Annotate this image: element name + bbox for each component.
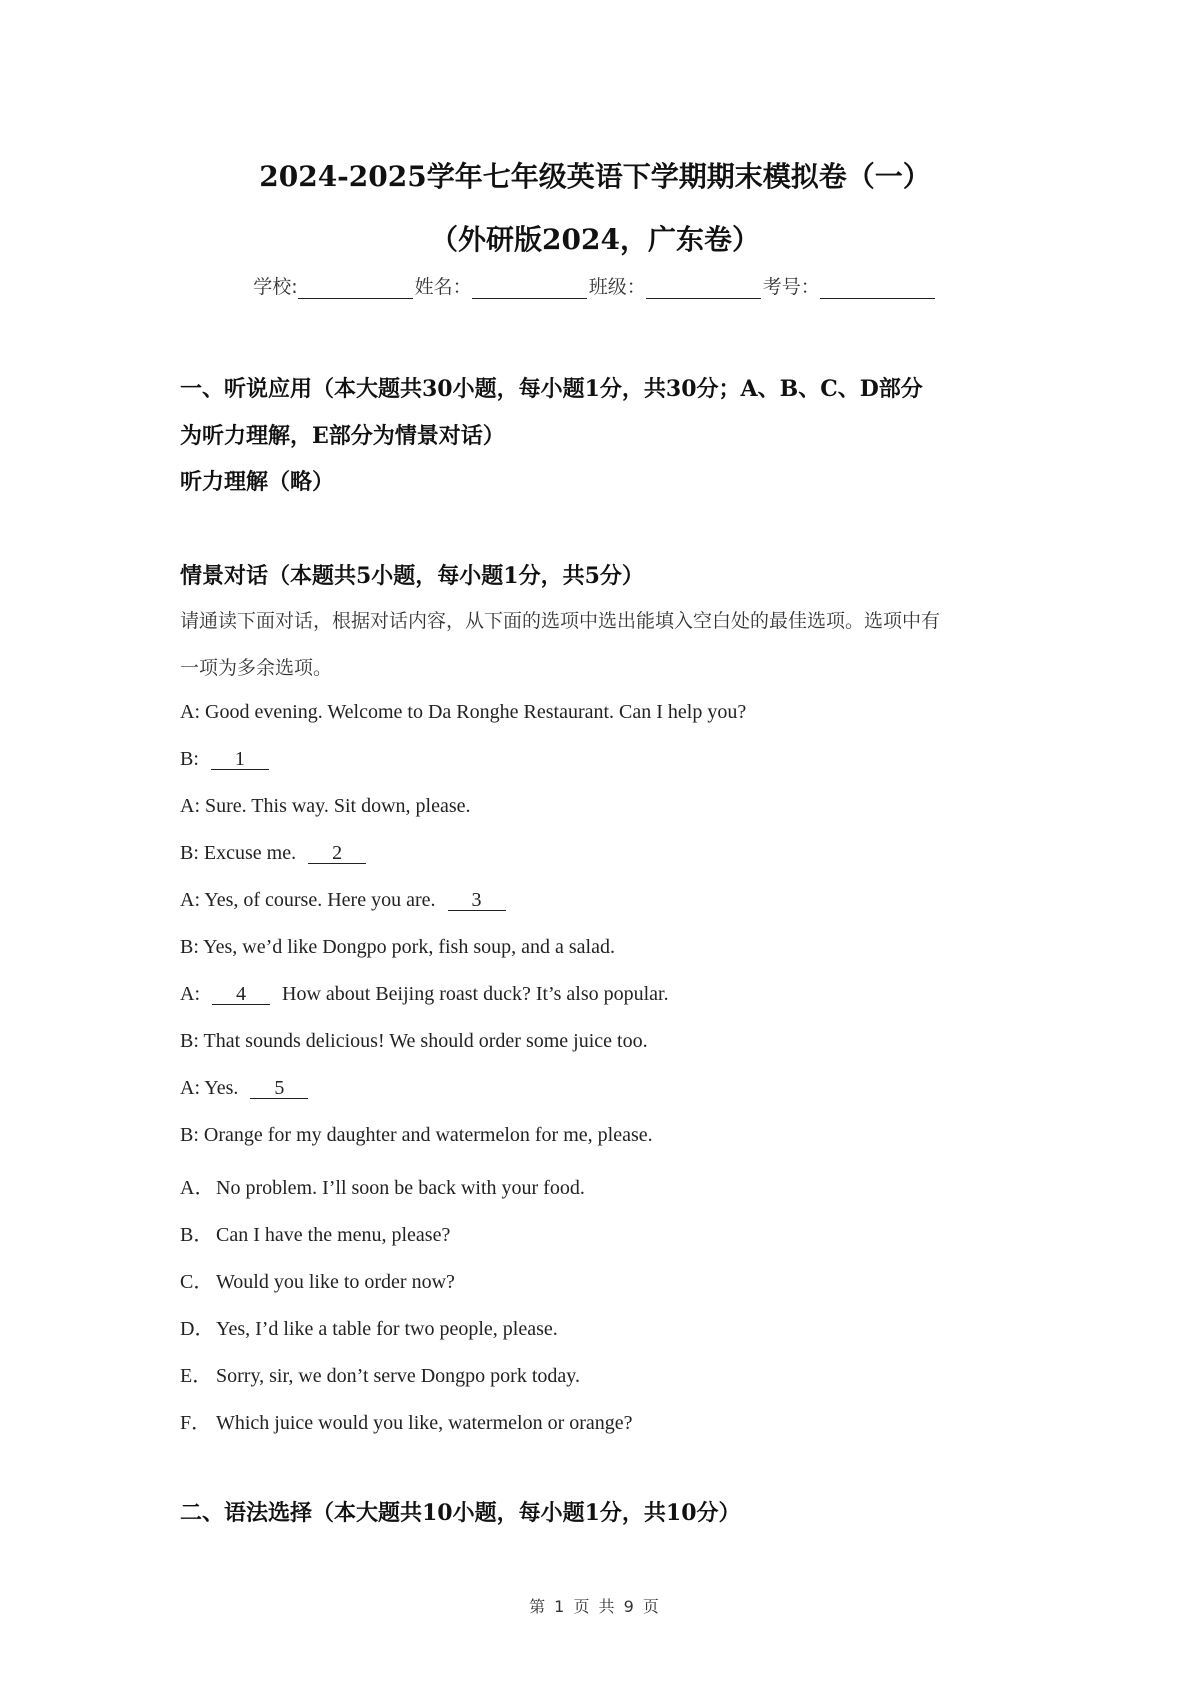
dialogue-line — [180, 842, 366, 865]
dialogue-text: A: Yes. — [180, 1077, 239, 1099]
name-label: 姓名： — [414, 276, 472, 298]
school-blank — [298, 280, 413, 299]
school-label: 学校: — [253, 276, 298, 298]
option-text: Yes, I’d like a table for two people, please. — [216, 1318, 558, 1340]
option-letter: F． — [180, 1412, 212, 1434]
answer-blank[interactable]: 2 — [308, 843, 366, 864]
class-blank — [646, 280, 761, 299]
dialogue-line — [180, 1124, 653, 1147]
option-item — [180, 1218, 450, 1247]
section1-heading-line1: 一、听说应用（本大题共30小题，每小题1分，共30分；A、B、C、D部分 — [180, 376, 923, 402]
dialogue-text: B: Yes, we’d like Dongpo pork, fish soup, and a salad. — [180, 936, 615, 958]
dialogue-line — [180, 795, 471, 818]
exam-no-label: 考号： — [762, 276, 820, 298]
section2-heading: 二、语法选择（本大题共10小题，每小题1分，共10分） — [180, 1500, 741, 1526]
option-letter: B． — [180, 1224, 214, 1246]
instruction-line1: 请通读下面对话，根据对话内容，从下面的选项中选出能填入空白处的最佳选项。选项中有 — [180, 610, 941, 632]
exam-title: 2024-2025学年七年级英语下学期期末模拟卷（一） — [259, 160, 931, 193]
option-text: No problem. I’ll soon be back with your food. — [216, 1177, 585, 1199]
option-item — [180, 1171, 585, 1200]
option-text: Which juice would you like, watermelon or orange? — [216, 1412, 633, 1434]
dialogue-line — [180, 889, 506, 912]
instruction-line2: 一项为多余选项。 — [180, 657, 333, 679]
dialogue-text: B: Excuse me. — [180, 842, 297, 864]
option-item — [180, 1265, 455, 1294]
dialogue-text: B: Orange for my daughter and watermelon for me, please. — [180, 1124, 653, 1146]
dialogue-text-after: How about Beijing roast duck? It’s also popular. — [282, 983, 669, 1005]
dialogue-text: B: That sounds delicious! We should order some juice too. — [180, 1030, 648, 1052]
option-letter: A． — [180, 1177, 215, 1199]
dialogue-line — [180, 1077, 308, 1100]
answer-blank[interactable]: 4 — [212, 984, 270, 1005]
option-text: Would you like to order now? — [216, 1271, 455, 1293]
option-item — [180, 1359, 580, 1388]
dialogue-line — [180, 701, 746, 724]
option-letter: D． — [180, 1318, 215, 1340]
student-info-line — [0, 272, 1190, 299]
dialogue-line — [180, 748, 269, 771]
dialogue-line — [180, 1030, 648, 1053]
listening-note: 听力理解（略） — [180, 469, 335, 495]
answer-blank[interactable]: 5 — [250, 1078, 308, 1099]
exam-no-blank — [820, 280, 935, 299]
answer-blank[interactable]: 1 — [211, 749, 269, 770]
dialogue-text: A: Good evening. Welcome to Da Ronghe Restaurant. Can I help you? — [180, 701, 747, 723]
option-text: Sorry, sir, we don’t serve Dongpo pork today. — [216, 1365, 580, 1387]
option-letter: E． — [180, 1365, 213, 1387]
dialogue-line — [180, 936, 615, 959]
dialogue-text: A: Yes, of course. Here you are. — [180, 889, 436, 911]
option-item — [180, 1312, 558, 1341]
option-text: Can I have the menu, please? — [216, 1224, 451, 1246]
option-letter: C． — [180, 1271, 214, 1293]
section1-heading-line2: 为听力理解，E部分为情景对话） — [180, 423, 505, 449]
answer-blank[interactable]: 3 — [448, 890, 506, 911]
dialogue-text: A: — [180, 983, 200, 1005]
option-item — [180, 1406, 633, 1435]
name-blank — [472, 280, 587, 299]
page-number: 第 1 页 共 9 页 — [529, 1597, 661, 1616]
exam-subtitle: （外研版2024，广东卷） — [430, 223, 760, 256]
dialogue-text: B: — [180, 748, 199, 770]
dialogue-text: A: Sure. This way. Sit down, please. — [180, 795, 471, 817]
dialogue-line — [180, 983, 669, 1006]
dialogue-heading: 情景对话（本题共5小题，每小题1分，共5分） — [180, 563, 644, 589]
class-label: 班级： — [588, 276, 646, 298]
